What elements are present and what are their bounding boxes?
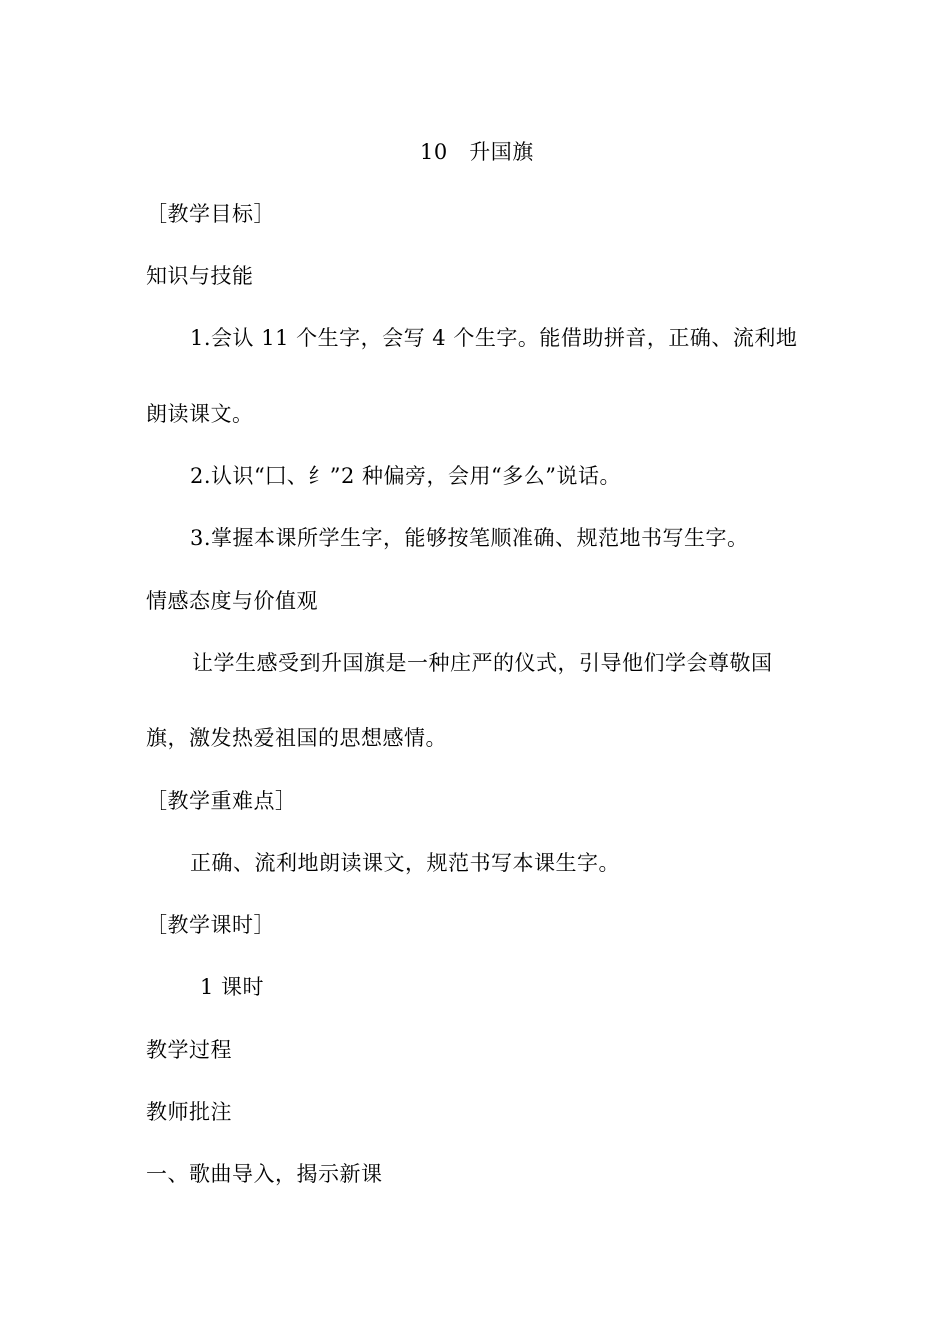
subheading-emotion-values: 情感态度与价值观 — [146, 589, 318, 613]
emotion-paragraph: 让学生感受到升国旗是一种庄严的仪式，引导他们学会尊敬国 — [192, 651, 773, 675]
subheading-teaching-process: 教学过程 — [146, 1038, 232, 1062]
section-heading-key-points: ［教学重难点］ — [146, 789, 297, 813]
emotion-paragraph-continued: 旗，激发热爱祖国的思想感情。 — [146, 726, 447, 750]
key-points-text: 正确、流利地朗读课文，规范书写本课生字。 — [190, 851, 620, 875]
objective-item-1-continued: 朗读课文。 — [146, 402, 254, 426]
step-one-heading: 一、歌曲导入，揭示新课 — [146, 1162, 383, 1186]
subheading-teacher-notes: 教师批注 — [146, 1100, 232, 1124]
class-hours-text: 1 课时 — [200, 975, 265, 999]
section-heading-class-hours: ［教学课时］ — [146, 913, 275, 937]
objective-item-2: 2.认识“囗、纟”2 种偏旁，会用“多么”说话。 — [190, 464, 622, 488]
objective-item-1: 1.会认 11 个生字，会写 4 个生字。能借助拼音，正确、流利地 — [190, 326, 798, 350]
objective-item-3: 3.掌握本课所学生字，能够按笔顺准确、规范地书写生字。 — [190, 526, 749, 550]
lesson-title: 10 升国旗 — [420, 140, 534, 164]
section-heading-objectives: ［教学目标］ — [146, 202, 275, 226]
subheading-knowledge-skills: 知识与技能 — [146, 264, 254, 288]
